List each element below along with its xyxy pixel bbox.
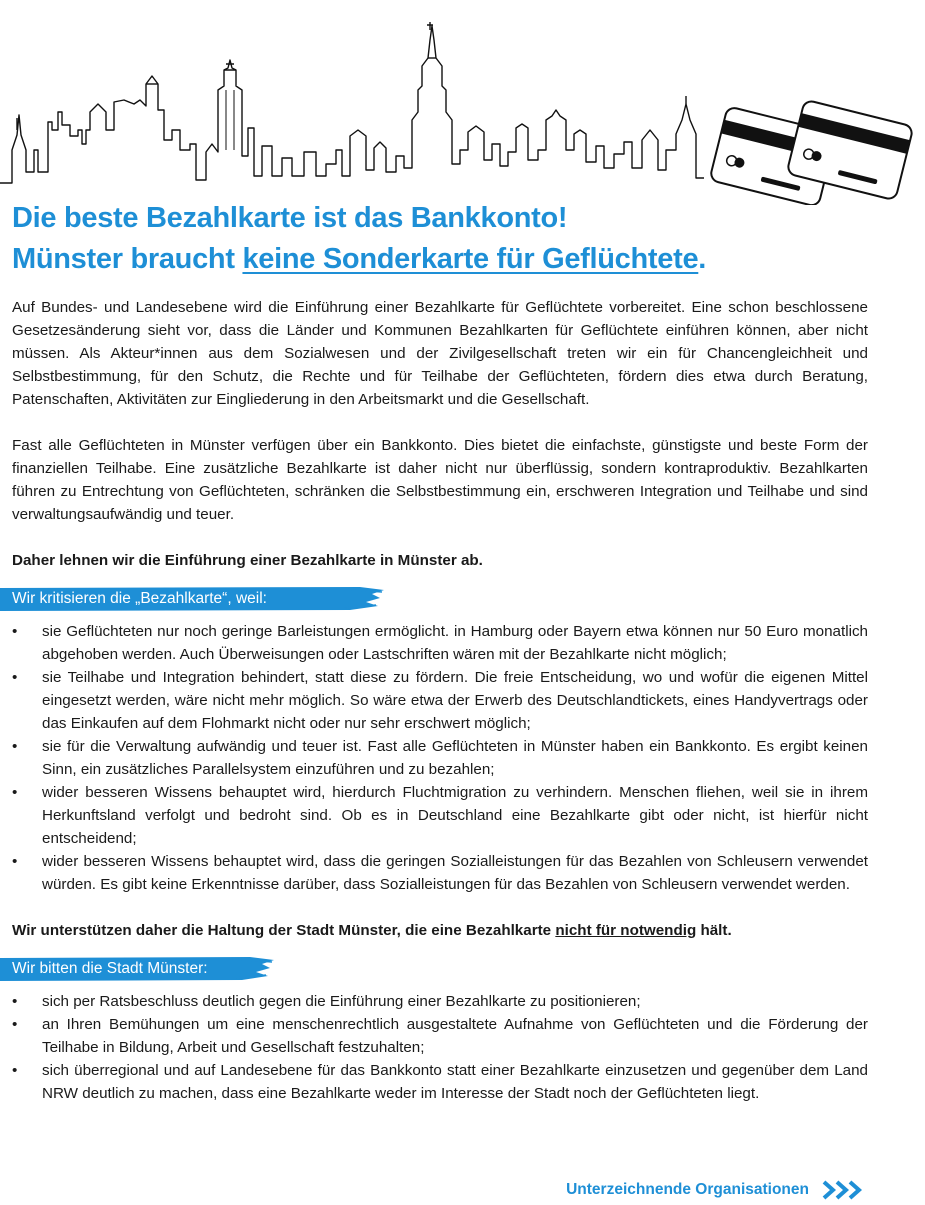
page-title [12,198,706,280]
list-item: • sie für die Verwaltung aufwändig und teuer ist. Fast alle Geflüchteten in Münster haben ein Bankkonto. Es ergibt keinen Sinn, ein zusätzliches Parallelsystem einzuführen und zu bezahlen; [12,735,868,781]
signing-organizations-link[interactable]: Unterzeichnende Organisationen [566,1181,809,1198]
requests-list [12,990,868,1105]
intro-paragraph-2: Fast alle Geflüchteten in Münster verfügen über ein Bankkonto. Dies bietet die einfachste, günstigste und beste Form der finanziellen Teilhabe. Eine zusätzliche Bezahlkarte ist daher nicht nur überflüssig, sondern kontraproduktiv. Bezahlkarten führen zu Entrechtung von Geflüchteten, schränken die Selbstbestimmung ein, erschweren Integration und Teilhabe und sind verwaltungsaufwändig und teuer. [12,437,868,523]
list-item: • an Ihren Bemühungen um eine menschenrechtlich ausgestaltete Aufnahme von Geflüchteten und die Förderung der Teilhabe in Bildung, Arbeit und Gesellschaft festzuhalten; [12,1013,868,1059]
headline-line-2-prefix: Münster braucht [12,243,243,275]
list-item: • sich per Ratsbeschluss deutlich gegen die Einführung einer Bezahlkarte zu positionieren; [12,990,868,1013]
support-prefix: Wir unterstützen daher die Haltung der Stadt Münster, die eine Bezahlkarte [12,922,556,939]
critique-banner [0,586,868,612]
list-item: • sie Teilhabe und Integration behindert, statt diese zu fördern. Die freie Entscheidung, wo und wofür die eigenen Mittel eingesetzt werden, wäre nicht mehr möglich. So wäre etwa der Erwerb des Deutschlandtickets, eines Handyvertrags oder das Einkaufen auf dem Flohmarkt nicht oder nur sehr erschwert möglich; [12,666,868,735]
list-item: • wider besseren Wissens behauptet wird, hierdurch Fluchtmigration zu verhindern. Menschen fliehen, weil sie in ihrem Herkunftsland verfolgt und bedroht sind. Ob es in Deutschland eine Bezahlkarte gibt oder nicht, ist hierfür nicht entscheidend; [12,781,868,850]
city-skyline-illustration [0,0,925,205]
intro-statement: Daher lehnen wir die Einführung einer Bezahlkarte in Münster ab. [12,552,483,569]
support-statement [12,919,868,942]
requests-banner-label: Wir bitten die Stadt Münster: [12,960,208,977]
headline-line-2-underlined: keine Sonderkarte für Geflüchtete [242,243,699,275]
headline-line-2-suffix: . [698,243,707,275]
critique-banner-label: Wir kritisieren die „Bezahlkarte“, weil: [12,590,267,607]
document-body [12,296,868,1105]
support-suffix: hält. [696,922,732,939]
footer-link-row[interactable] [566,1179,867,1201]
critique-list [12,620,868,896]
list-item: • wider besseren Wissens behauptet wird, dass die geringen Sozialleistungen für das Bezahlen von Schleusern verwendet würden. Es gibt keine Erkenntnisse darüber, dass Sozialleistungen für das Bezahlen von Schleusern verwendet werden. [12,850,868,896]
triple-chevron-right-icon[interactable] [821,1179,867,1201]
support-underlined: nicht für notwendig [555,922,697,939]
list-item: • sie Geflüchteten nur noch geringe Barleistungen ermöglicht. in Hamburg oder Bayern etwa können nur 50 Euro monatlich abgehoben werden. Auch Überweisungen oder Lastschriften wären mit der Bezahlkarte nicht möglich; [12,620,868,666]
requests-banner [0,956,868,982]
headline-line-1: Die beste Bezahlkarte ist das Bankkonto! [12,202,568,234]
intro-paragraph-1: Auf Bundes- und Landesebene wird die Einführung einer Bezahlkarte für Geflüchtete vorbereitet. Eine schon beschlossene Gesetzesänderung sieht vor, dass die Länder und Kommunen Bezahlkarten für Geflüchtete einführen können, aber nicht müssen. Als Akteur*innen aus dem Sozialwesen und der Zivilgesellschaft treten wir ein für Chancengleichheit und Selbstbestimmung, für den Schutz, die Rechte und für Teilhabe der Geflüchteten, fördern dies etwa durch Beratung, Patenschaften, Aktivitäten zur Eingliederung in den Arbeitsmarkt und die Gesellschaft. [12,299,868,408]
list-item: • sich überregional und auf Landesebene für das Bankkonto statt einer Bezahlkarte einzusetzen und gegenüber dem Land NRW deutlich zu machen, dass eine Bezahlkarte weder im Interesse der Stadt noch der Geflüchteten liegt. [12,1059,868,1105]
